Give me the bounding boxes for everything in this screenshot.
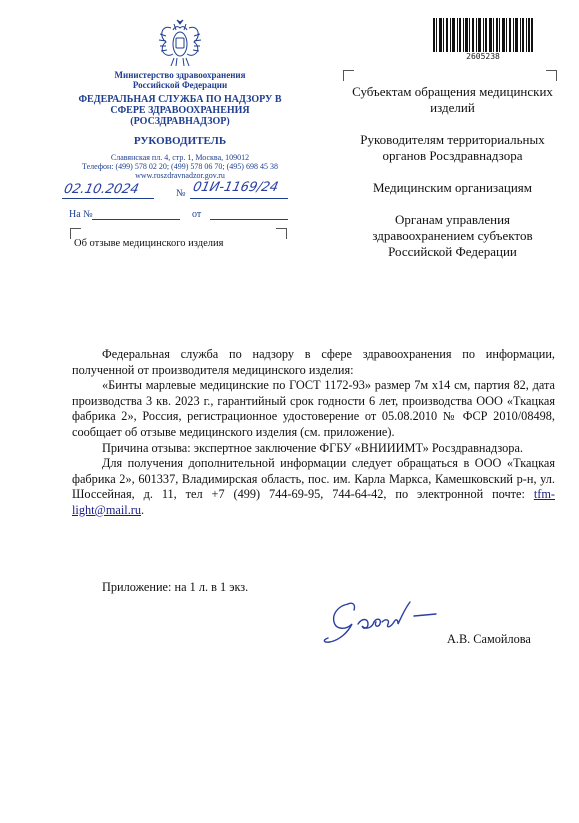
barcode-icon xyxy=(433,18,533,52)
signature-icon xyxy=(318,596,458,646)
body-paragraph xyxy=(72,456,555,518)
from-label: от xyxy=(192,209,202,220)
letter-subject: Об отзыве медицинского изделия xyxy=(74,238,224,249)
barcode-number: 2605238 xyxy=(466,52,500,61)
recipient: Руководителям территориальных органов Росздравнадзора xyxy=(360,132,545,163)
recipient: Медицинским организациям xyxy=(373,180,532,195)
date-underline xyxy=(62,198,154,199)
email-link[interactable]: tfm-light@mail.ru xyxy=(72,487,556,517)
address: Славянская пл. 4, стр. 1, Москва, 109012 xyxy=(110,153,250,162)
body-paragraph: Причина отзыва: экспертное заключение ФГБУ «ВНИИИМТ» Росздравнадзора. xyxy=(102,440,523,455)
signer-name: А.В. Самойлова xyxy=(447,632,531,646)
registration-number: 01И-1169/24 xyxy=(191,180,280,195)
recipient: Органам управления здравоохранением субъектов Российской Федерации xyxy=(372,212,533,259)
body-paragraph: Федеральная служба по надзору в сфере здравоохранения по информации, полученной от производителя медицинского изделия: xyxy=(72,347,555,377)
ministry-name: Министерство здравоохранения Российской Федерации xyxy=(114,70,246,90)
corner-mark xyxy=(546,70,557,81)
corner-mark xyxy=(276,228,287,239)
recipients-block xyxy=(350,84,555,276)
reply-number-underline xyxy=(92,219,180,220)
recipient: Субъектам обращения медицинских изделий xyxy=(352,84,553,115)
attachment-note: Приложение: на 1 л. в 1 экз. xyxy=(102,580,249,594)
registration-date: 02.10.2024 xyxy=(62,182,141,197)
corner-mark xyxy=(343,70,354,81)
position-title: РУКОВОДИТЕЛЬ xyxy=(133,135,227,147)
number-underline xyxy=(190,198,288,199)
reply-label: На № xyxy=(69,209,93,220)
website: www.roszdravnadzor.gov.ru xyxy=(135,171,225,180)
reply-date-underline xyxy=(210,219,288,220)
contact-text: Для получения дополнительной информации следует обращаться в ООО «Ткацкая фабрика 2», 601337, Владимирская область, пос. им. Карла Маркса, Камешковский р-н, ул. Шоссейная, д. 11, тел +7 (499) 744-69-95, 744-64-42, по электронной почте: xyxy=(72,456,555,502)
body-paragraph: «Бинты марлевые медицинские по ГОСТ 1172-93» размер 7м х14 см, партия 82, дата производства 3 кв. 2023 г., гарантийный срок годности 6 лет, производства ООО «Ткацкая фабрика 2», Россия, регистрационное удостоверение от 05.08.2010 № ФСР 2010/08498, сообщает об отзыве медицинского изделия (см. приложение). xyxy=(72,378,555,439)
contact-block xyxy=(60,153,300,180)
agency-name: ФЕДЕРАЛЬНАЯ СЛУЖБА ПО НАДЗОРУ В СФЕРЕ ЗДРАВООХРАНЕНИЯ (РОСЗДРАВНАДЗОР) xyxy=(78,94,282,127)
letter-body xyxy=(72,347,555,519)
number-sign: № xyxy=(176,188,186,199)
period: . xyxy=(141,502,145,517)
phones: Телефон: (499) 578 02 20; (499) 578 06 70; (495) 698 45 38 xyxy=(82,162,278,171)
emblem-icon xyxy=(157,18,203,70)
